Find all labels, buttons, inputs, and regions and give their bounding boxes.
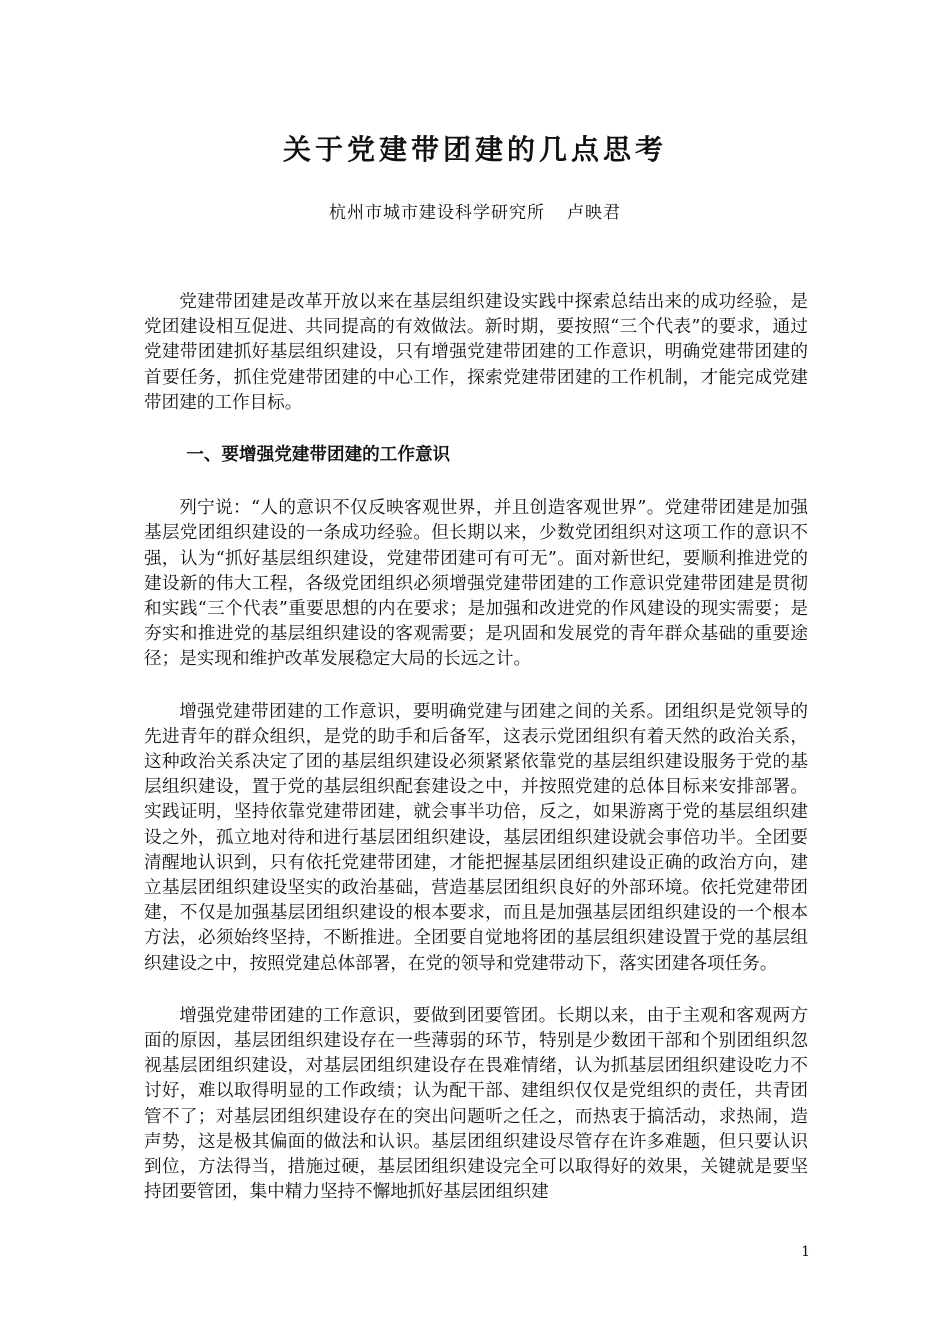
document-title: 关于党建带团建的几点思考 — [282, 133, 667, 166]
document-body — [144, 290, 808, 1233]
section-paragraph-2: 增强党建带团建的工作意识，要明确党建与团建之间的关系。团组织是党领导的先进青年的群众组织，是党的助手和后备军，这表示党团组织有着天然的政治关系，这种政治关系决定了团的基层组织建设必须紧紧依靠党的基层组织建设服务于党的基层组织建设，置于党的基层组织配套建设之中，并按照党建的总体目标来安排部署。实践证明，坚持依靠党建带团建，就会事半功倍，反之，如果游离于党的基层组织建设之外，孤立地对待和进行基层团组织建设，基层团组织建设就会事倍功半。全团要清醒地认识到，只有依托党建带团建，才能把握基层团组织建设正确的政治方向，建立基层团组织建设坚实的政治基础，营造基层团组织良好的外部环境。依托党建带团建，不仅是加强基层团组织建设的根本要求，而且是加强基层团组织建设的一个根本方法，必须始终坚持，不断推进。全团要自觉地将团的基层组织建设置于党的基层组织建设之中，按照党建总体部署，在党的领导和党建带动下，落实团建各项任务。 — [144, 701, 808, 974]
section-heading: 一、要增强党建带团建的工作意识 — [186, 445, 451, 466]
page-number: 1 — [801, 1244, 810, 1260]
byline-organization: 杭州市城市建设科学研究所 — [329, 203, 545, 223]
section-paragraph-3: 增强党建带团建的工作意识，要做到团要管团。长期以来，由于主观和客观两方面的原因，基层团组织建设存在一些薄弱的环节，特别是少数团干部和个别团组织忽视基层团组织建设，对基层团组织建设存在畏难情绪，认为抓基层团组织建设吃力不讨好，难以取得明显的工作政绩；认为配干部、建组织仅仅是党组织的责任，共青团管不了；对基层团组织建设存在的突出问题听之任之，而热衷于搞活动，求热闹，造声势，这是极其偏面的做法和认识。基层团组织建设尽管存在许多难题，但只要认识到位，方法得当，措施过硬，基层团组织建设完全可以取得好的效果，关键就是要坚持团要管团，集中精力坚持不懈地抓好基层团组织建 — [144, 1005, 808, 1203]
byline-author: 卢映君 — [567, 203, 621, 223]
section-paragraph-1: 列宁说：“人的意识不仅反映客观世界，并且创造客观世界”。党建带团建是加强基层党团组织建设的一条成功经验。但长期以来，少数党团组织对这项工作的意识不强，认为“抓好基层组织建设，党建带团建可有可无”。面对新世纪，要顺利推进党的建设新的伟大工程，各级党团组织必须增强党建带团建的工作意识党建带团建是贯彻和实践“三个代表”重要思想的内在要求；是加强和改进党的作风建设的现实需要；是夯实和推进党的基层组织建设的客观需要；是巩固和发展党的青年群众基础的重要途径；是实现和维护改革发展稳定大局的长远之计。 — [144, 498, 808, 670]
byline — [0, 198, 950, 223]
intro-paragraph: 党建带团建是改革开放以来在基层组织建设实践中探索总结出来的成功经验，是党团建设相互促进、共同提高的有效做法。新时期，要按照“三个代表”的要求，通过党建带团建抓好基层组织建设，只有增强党建带团建的工作意识，明确党建带团建的首要任务，抓住党建带团建的中心工作，探索党建带团建的工作机制，才能完成党建带团建的工作目标。 — [144, 292, 808, 413]
